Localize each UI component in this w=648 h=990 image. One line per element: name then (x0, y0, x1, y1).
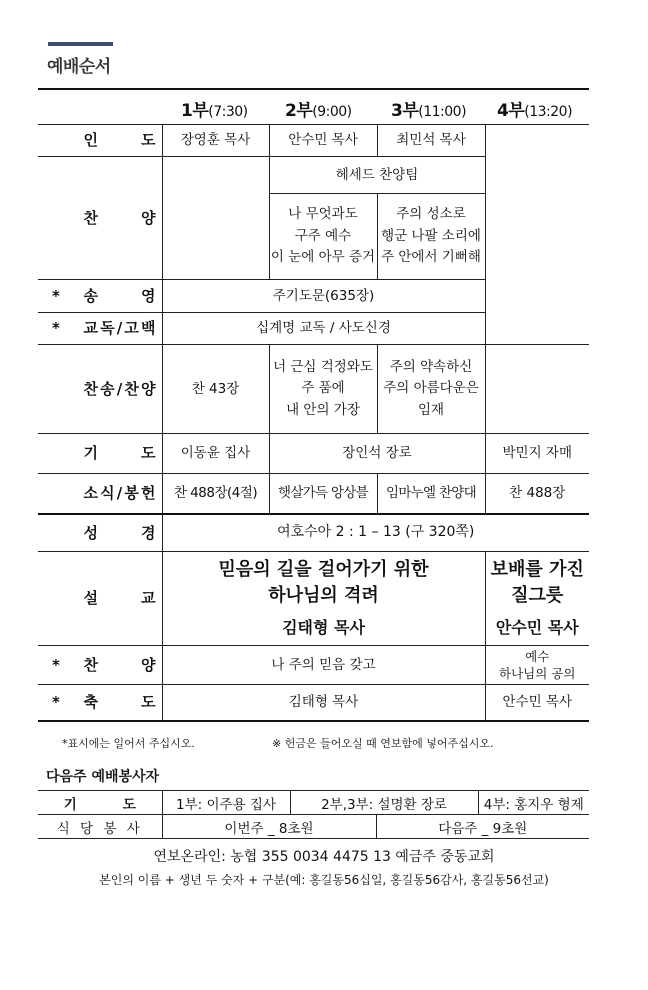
row-chansong (38, 345, 589, 434)
sermon-title: 믿음의 길을 걸어가기 위한 하나님의 격려 (218, 559, 429, 606)
column-header-3: 3부(11:00) (391, 101, 467, 121)
next-week-table (38, 790, 589, 839)
cell: 이동윤 집사 (162, 434, 269, 474)
cell-empty (162, 157, 269, 280)
cell: 나 무엇과도 구주 예수 이 눈에 아무 증거 (269, 194, 377, 280)
page-title: 예배순서 (47, 57, 111, 77)
cell: 안수민 목사 (269, 125, 377, 157)
column-header-4: 4부(13:20) (497, 101, 573, 121)
cell: 다음주 _ 9초원 (376, 815, 589, 839)
cell-empty (485, 345, 589, 434)
sermon-cell (162, 552, 485, 646)
cell: 김태형 목사 (162, 685, 485, 721)
row-label: 기 도 (38, 434, 162, 474)
row-label: 소 식 / 봉 헌 (38, 474, 162, 514)
row-label: 찬 양 (38, 157, 162, 280)
col4-praise-merged (485, 125, 589, 345)
cell: 나 주의 믿음 갖고 (162, 646, 485, 685)
cell: 찬 488장 (485, 474, 589, 514)
cell: 장영훈 목사 (162, 125, 269, 157)
sermon-preacher-4: 안수민 목사 (495, 617, 579, 637)
cell: 찬 43장 (162, 345, 269, 434)
cell: 장인석 장로 (269, 434, 485, 474)
cell: 찬 488장(4절) (162, 474, 269, 514)
cell: 주의 약속하신 주의 아름다운은 임재 (377, 345, 485, 434)
row-label: 기 도 (38, 791, 162, 815)
serve-row-sikdang (38, 815, 589, 839)
cell: 여호수아 2 : 1 – 13 (구 320쪽) (162, 514, 589, 552)
sermon-preacher: 김태형 목사 (282, 617, 365, 637)
cell: 이번주 _ 8초원 (162, 815, 376, 839)
cell: 주기도문(635장) (162, 280, 485, 313)
row-sosik (38, 474, 589, 514)
cell: 박민지 자매 (485, 434, 589, 474)
column-header-1: 1부(7:30) (181, 101, 248, 121)
cell: 주의 성소로 행군 나팔 소리에 주 안에서 기뻐해 (377, 194, 485, 280)
cell: 너 근심 걱정와도 주 품에 내 안의 가장 (269, 345, 377, 434)
row-indo (38, 125, 589, 157)
row-gido (38, 434, 589, 474)
row-chukdo (38, 685, 589, 721)
sermon-title-4: 보배를 가진 질그릇 (490, 559, 584, 606)
cell: 예수 하나님의 공의 (485, 646, 589, 685)
row-label: * 찬 양 (38, 646, 162, 685)
serve-row-gido (38, 791, 589, 815)
sermon-cell-4 (485, 552, 589, 646)
next-week-title: 다음주 예배봉사자 (46, 769, 160, 785)
row-label: * 교 독 / 고 백 (38, 313, 162, 345)
note-stand: *표시에는 일어서 주십시오. (62, 737, 195, 750)
row-label: 인 도 (38, 125, 162, 157)
cell: 햇살가득 앙상블 (269, 474, 377, 514)
cell: 안수민 목사 (485, 685, 589, 721)
row-seolgyo (38, 552, 589, 646)
note-offering-box: ※ 헌금은 들어오실 때 연보함에 넣어주십시오. (272, 737, 494, 750)
title-accent-bar (48, 42, 113, 46)
top-rule (38, 88, 589, 90)
cell: 최민석 목사 (377, 125, 485, 157)
row-seonggyeong (38, 514, 589, 552)
cell: 2부,3부: 설명환 장로 (290, 791, 478, 815)
row-label: 성 경 (38, 514, 162, 552)
cell: 1부: 이주용 집사 (162, 791, 290, 815)
offering-note: 본인의 이름 + 생년 두 숫자 + 구분(예: 홍길동56십일, 홍길동56감사, 홍길동56선교) (99, 873, 549, 887)
row-label: 설 교 (38, 552, 162, 646)
cell: 헤세드 찬양팀 (269, 157, 485, 194)
row-chanyang2 (38, 646, 589, 685)
cell: 임마누엘 찬양대 (377, 474, 485, 514)
cell: 4부: 홍지우 형제 (478, 791, 589, 815)
cell: 십계명 교독 / 사도신경 (162, 313, 485, 345)
row-label: * 축 도 (38, 685, 162, 721)
row-label: 식 당 봉 사 (38, 815, 162, 839)
row-label: 찬 송 / 찬 양 (38, 345, 162, 434)
worship-order-table (38, 124, 589, 722)
offering-account: 연보온라인: 농협 355 0034 4475 13 예금주 중동교회 (153, 849, 495, 865)
row-label: * 송 영 (38, 280, 162, 313)
column-header-2: 2부(9:00) (285, 101, 352, 121)
